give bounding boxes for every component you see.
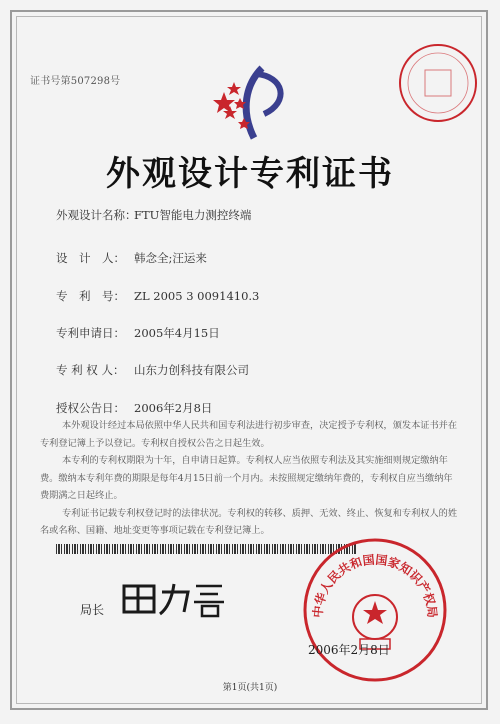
director-signature [118, 578, 228, 618]
field-value: FTU智能电力测控终端 [134, 208, 252, 222]
field-patentee [56, 362, 249, 378]
director-label: 局长 [80, 603, 105, 617]
field-label: 外观设计名称： [56, 208, 137, 222]
field-value: 韩念全;汪运来 [134, 251, 207, 265]
field-label: 专 利 权 人： [56, 363, 125, 377]
field-patent-number [56, 288, 259, 304]
field-application-date [56, 325, 220, 341]
page-number: 第1页(共1页) [222, 683, 278, 693]
certificate-title: 外观设计专利证书 [106, 154, 394, 194]
field-designer [56, 250, 207, 266]
seal-text: 中华人民共和国国家知识产权局 [310, 552, 440, 619]
certificate-body [40, 417, 460, 540]
field-publication-date [56, 400, 212, 416]
field-value: ZL 2005 3 0091410.3 [134, 289, 260, 303]
field-value: 2005年4月15日 [134, 326, 220, 340]
field-label: 专 利 号： [56, 289, 125, 303]
field-value: 2006年2月8日 [134, 401, 213, 415]
official-seal-icon [300, 535, 450, 685]
field-label: 设 计 人： [56, 251, 125, 265]
patent-office-logo-icon [210, 62, 296, 142]
field-design-name [56, 207, 251, 223]
certificate-number: 证书号第507298号 [30, 76, 121, 87]
body-paragraph: 本专利的专利权期限为十年，自申请日起算。专利权人应当依照专利法及其实施细则规定缴纳年费。缴纳本专利年费的期限是每年4月15日前一个月内。未按照规定缴纳年费的，专利权自应当缴纳年费期满之日起终止。 [40, 455, 453, 501]
body-paragraph: 专利证书记载专利权登记时的法律状况。专利权的转移、质押、无效、终止、恢复和专利权人的姓名或名称、国籍、地址变更等事项记载在专利登记簿上。 [40, 507, 458, 536]
issue-date: 2006年2月8日 [308, 643, 390, 657]
field-label: 专利申请日： [56, 326, 125, 340]
body-paragraph: 本外观设计经过本局依照中华人民共和国专利法进行初步审查，决定授予专利权，颁发本证书并在专利登记簿上予以登记。专利权自授权公告之日起生效。 [40, 420, 458, 449]
top-seal-icon [395, 40, 481, 126]
field-label: 授权公告日： [56, 401, 125, 415]
field-value: 山东力创科技有限公司 [134, 363, 249, 377]
